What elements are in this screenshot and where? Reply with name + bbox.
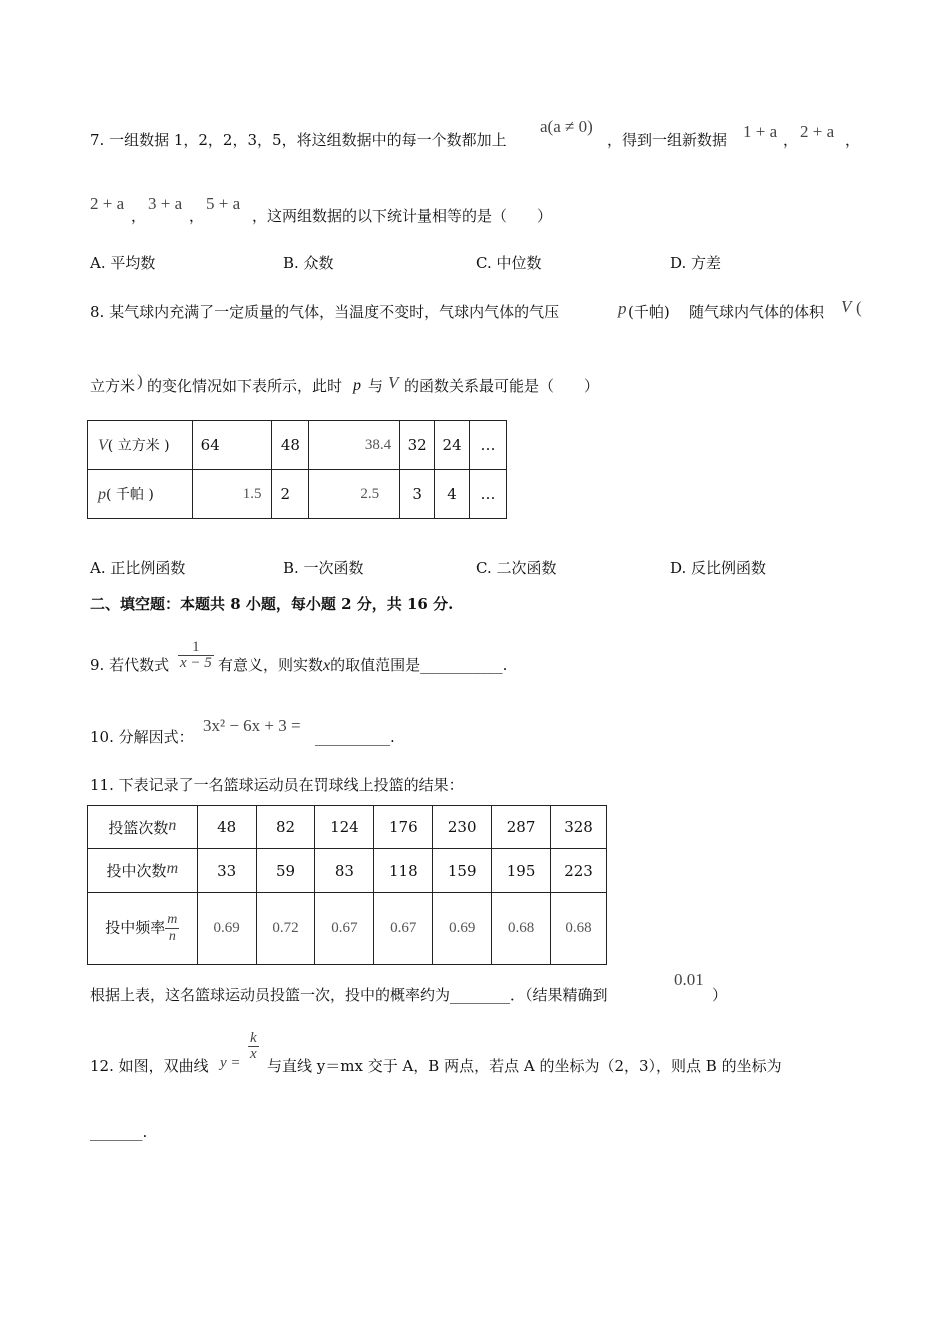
- q8-var-p: p: [618, 299, 627, 318]
- q11-r3-c6: 0.68: [492, 893, 551, 965]
- q8-paren-close: ): [137, 371, 143, 390]
- q8-r1-c2: 48: [272, 421, 309, 470]
- q11-after-close: ）: [712, 986, 728, 1004]
- q11-precision: 0.01: [674, 970, 704, 989]
- q12-numerator: k: [250, 1030, 257, 1046]
- q8-line2-with: 与: [368, 377, 384, 395]
- q7-line2-tail: ，这两组数据的以下统计量相等的是（ ）: [252, 207, 553, 225]
- q8-r1-c1: 64: [192, 421, 272, 470]
- q9-denominator: x − 5: [180, 655, 212, 671]
- q8-paren-open: (: [856, 298, 862, 317]
- q7-value-2: 2 + a: [800, 122, 835, 141]
- q8-line2-p: p: [353, 377, 361, 394]
- q8-line2-text: 的变化情况如下表所示，此时: [147, 377, 343, 395]
- q8-line2-v: V: [388, 373, 399, 392]
- table-row: [88, 893, 607, 965]
- q12-denominator: x: [250, 1046, 257, 1062]
- q8-r1-c3: 38.4: [309, 421, 400, 470]
- q11-r2-c3: 83: [315, 849, 374, 893]
- q11-r1-c4: 176: [374, 806, 433, 849]
- q12-y-eq: y =: [220, 1055, 241, 1071]
- q7-value-5: 5 + a: [206, 194, 241, 213]
- q11-r1-c5: 230: [433, 806, 492, 849]
- q7-sep-3: ，: [131, 207, 147, 225]
- q8-option-b: B. 一次函数: [283, 559, 364, 577]
- table-row: [88, 806, 607, 849]
- q7-option-c: C. 中位数: [476, 254, 542, 272]
- q7-value-3: 2 + a: [90, 194, 125, 213]
- q11-table: [87, 805, 607, 965]
- q8-line2-tail: 的函数关系最可能是（ ）: [404, 377, 600, 395]
- q10-expression: 3x² − 6x + 3 =: [203, 716, 301, 735]
- q7-sep-1: ，: [783, 131, 799, 149]
- table-row: [88, 421, 507, 470]
- q10-prefix: 10. 分解因式：: [90, 728, 194, 746]
- q8-option-c: C. 二次函数: [476, 559, 557, 577]
- q11-r2-c6: 195: [492, 849, 551, 893]
- q11-row3-header: 投中频率 $\frac{m}{n}$: [88, 893, 198, 965]
- table-row: [88, 470, 507, 519]
- q7-value-1: 1 + a: [743, 122, 778, 141]
- q7-option-d: D. 方差: [670, 254, 722, 272]
- q10-blank: __________.: [315, 728, 395, 746]
- q7-formula-a: a(a ≠ 0): [540, 117, 593, 136]
- q8-line1-mid: 随气球内气体的体积: [689, 303, 825, 321]
- q8-r1-c6: …: [470, 421, 507, 470]
- q12-prefix: 12. 如图，双曲线: [90, 1057, 209, 1075]
- q8-r2-c2: 2: [272, 470, 309, 519]
- q11-r3-c5: 0.69: [433, 893, 492, 965]
- q11-row2-header: 投中次数m: [88, 849, 198, 893]
- q11-r3-c1: 0.69: [197, 893, 256, 965]
- q9-mid: 有意义，则实数x的取值范围是___________.: [218, 656, 508, 674]
- q7-sep-2: ，: [845, 131, 861, 149]
- q8-r2-c6: …: [470, 470, 507, 519]
- q11-r3-c2: 0.72: [256, 893, 315, 965]
- q7-option-b: B. 众数: [283, 254, 334, 272]
- q8-r1-c5: 24: [435, 421, 470, 470]
- q8-line2-unit: 立方米: [90, 377, 136, 395]
- q8-line1: 8. 某气球内充满了一定质量的气体，当温度不变时，气球内气体的气压: [90, 303, 560, 321]
- q11-r1-c3: 124: [315, 806, 374, 849]
- q8-unit-p: (千帕): [628, 303, 670, 321]
- q9-prefix: 9. 若代数式: [90, 656, 170, 674]
- q8-option-a: A. 正比例函数: [90, 559, 186, 577]
- q11-r2-c7: 223: [551, 849, 607, 893]
- q11-r2-c5: 159: [433, 849, 492, 893]
- q12-text: 与直线 y＝mx 交于 A，B 两点，若点 A 的坐标为（2，3），则点 B 的坐标为: [267, 1057, 782, 1075]
- q9-numerator: 1: [192, 639, 200, 655]
- q8-option-d: D. 反比例函数: [670, 559, 767, 577]
- q11-r1-c2: 82: [256, 806, 315, 849]
- q7-line1-mid: ，得到一组新数据: [607, 131, 728, 149]
- q8-row2-header: p( 千帕 ): [88, 470, 193, 519]
- q11-intro: 11. 下表记录了一名篮球运动员在罚球线上投篮的结果：: [90, 776, 464, 794]
- q11-r2-c1: 33: [197, 849, 256, 893]
- q7-text: 7. 一组数据 1，2，2，3，5，将这组数据中的每一个数都加上: [90, 131, 507, 149]
- q7-value-4: 3 + a: [148, 194, 183, 213]
- q8-r2-c3: 2.5: [309, 470, 400, 519]
- q8-table: [87, 420, 507, 519]
- q8-r2-c4: 3: [400, 470, 435, 519]
- q12-blank: _______.: [90, 1123, 148, 1141]
- q12-fraction: [248, 1031, 259, 1062]
- q11-r1-c1: 48: [197, 806, 256, 849]
- q7-line1: [90, 133, 507, 148]
- q11-r2-c2: 59: [256, 849, 315, 893]
- q11-r3-c3: 0.67: [315, 893, 374, 965]
- q8-r1-c4: 32: [400, 421, 435, 470]
- q7-sep-4: ，: [189, 207, 205, 225]
- q11-after-text: 根据上表，这名篮球运动员投篮一次，投中的概率约为________．（结果精确到: [90, 986, 608, 1004]
- q8-r2-c5: 4: [435, 470, 470, 519]
- q11-r1-c6: 287: [492, 806, 551, 849]
- q11-r3-c7: 0.68: [551, 893, 607, 965]
- table-row: [88, 849, 607, 893]
- q8-var-v: V: [841, 297, 852, 316]
- section-2-title: 二、填空题：本题共 8 小题，每小题 2 分，共 16 分.: [90, 595, 454, 613]
- q11-r1-c7: 328: [551, 806, 607, 849]
- q7-option-a: A. 平均数: [90, 254, 156, 272]
- q8-r2-c1: 1.5: [192, 470, 272, 519]
- q8-row1-header: V( 立方米 ): [88, 421, 193, 470]
- q9-fraction: [178, 640, 214, 671]
- q11-r3-c4: 0.67: [374, 893, 433, 965]
- q11-r2-c4: 118: [374, 849, 433, 893]
- q11-row1-header: 投篮次数n: [88, 806, 198, 849]
